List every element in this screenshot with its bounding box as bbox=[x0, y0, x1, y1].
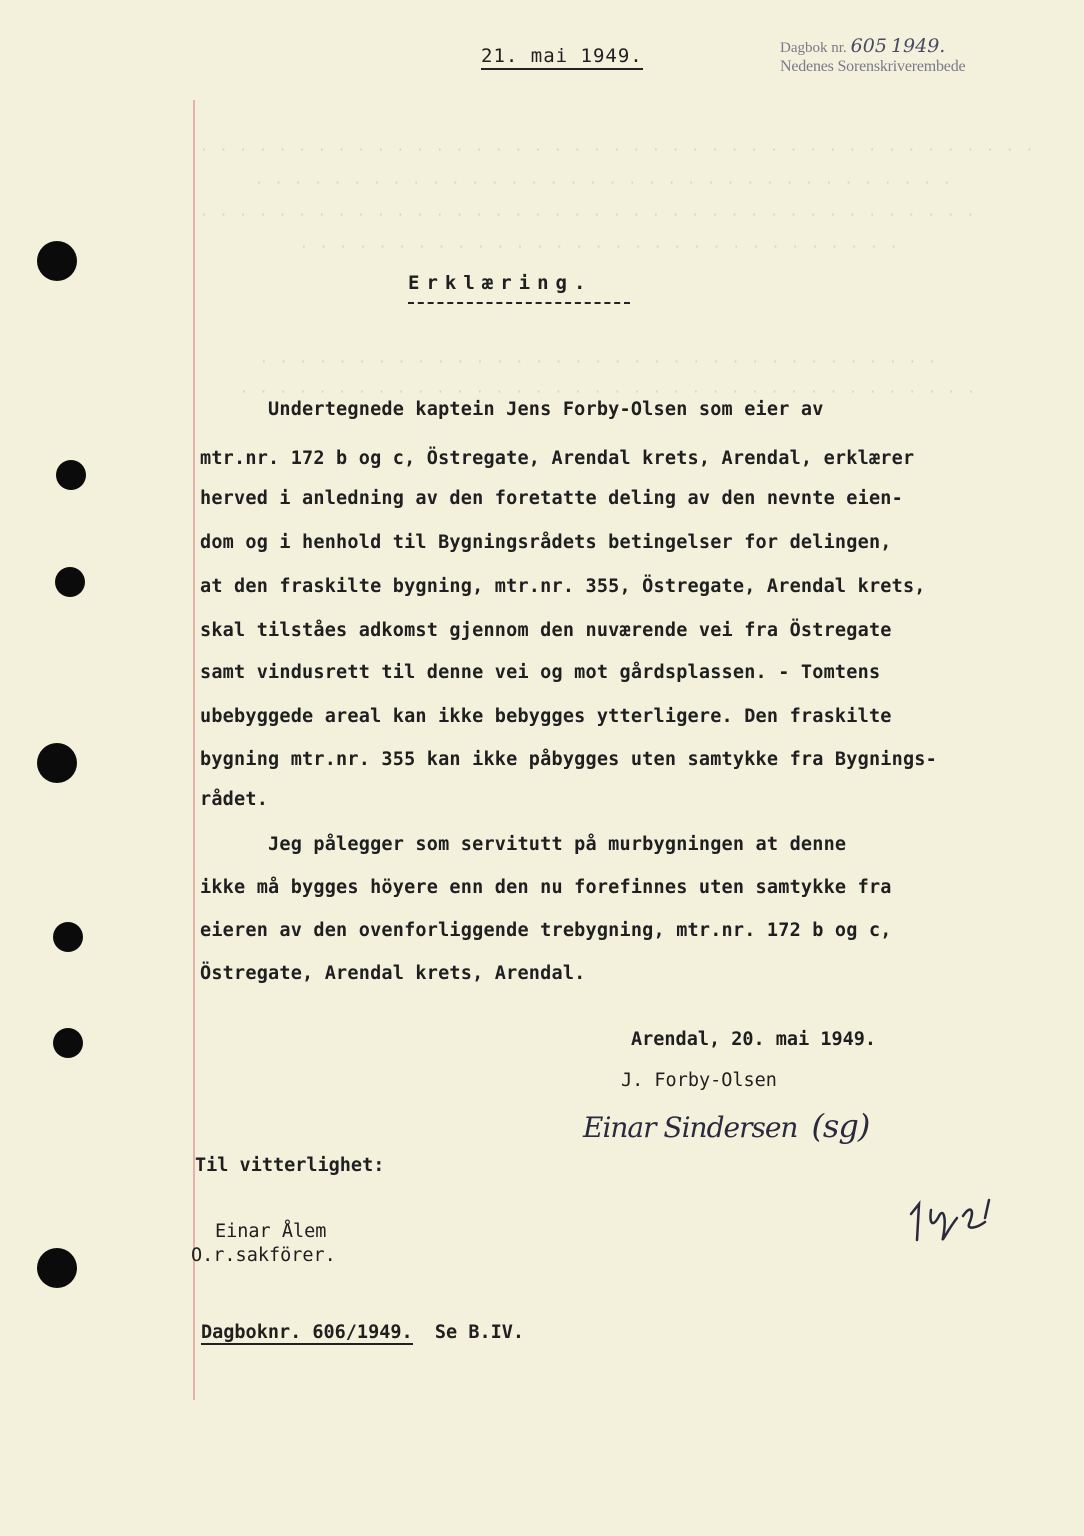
bleed-through-text: · · · · · · · · · · · · · · · · · · · · · · · · · · · · · · · bbox=[300, 240, 900, 255]
stamp-prefix: Dagbok nr. bbox=[780, 40, 847, 56]
body-line: Östregate, Arendal krets, Arendal. bbox=[200, 963, 586, 984]
witness-heading: Til vitterlighet: bbox=[195, 1155, 385, 1176]
punch-hole bbox=[56, 460, 86, 490]
stamp-year: 1949. bbox=[890, 35, 946, 57]
title-underline bbox=[408, 302, 630, 304]
signature-typed-name: J. Forby-Olsen bbox=[621, 1070, 777, 1091]
reference-number: Dagboknr. 606/1949. bbox=[201, 1322, 413, 1343]
reference-see: Se B.IV. bbox=[434, 1322, 525, 1343]
handwritten-signature bbox=[583, 1107, 869, 1145]
punch-hole bbox=[37, 241, 77, 281]
body-line: skal tilståes adkomst gjennom den nuværende vei fra Östregate bbox=[200, 620, 892, 641]
bleed-through-text: · · · · · · · · · · · · · · · · · · · · · · · · · · · · · · · · · · · bbox=[260, 355, 939, 370]
stamp-number: 605 bbox=[850, 35, 887, 57]
signature-scrawl: Einar Sindersen bbox=[583, 1111, 798, 1144]
office-stamp bbox=[780, 37, 1050, 77]
body-line: rådet. bbox=[200, 789, 269, 810]
body-line: Jeg pålegger som servitutt på murbygningen at denne bbox=[200, 834, 847, 855]
punch-hole bbox=[53, 1028, 83, 1058]
handwritten-initials bbox=[905, 1194, 1000, 1246]
body-line: samt vindusrett til denne vei og mot gårdsplassen. - Tomtens bbox=[200, 662, 881, 683]
body-line: Undertegnede kaptein Jens Forby-Olsen som eier av bbox=[200, 399, 824, 420]
punch-hole bbox=[53, 922, 83, 952]
punch-hole bbox=[55, 567, 85, 597]
body-line: eieren av den ovenforliggende trebygning, mtr.nr. 172 b og c, bbox=[200, 920, 892, 941]
body-line: at den fraskilte bygning, mtr.nr. 355, Östregate, Arendal krets, bbox=[200, 576, 926, 597]
document-date: 21. mai 1949. bbox=[481, 45, 643, 70]
body-line: ikke må bygges höyere enn den nu forefinnes uten samtykke fra bbox=[200, 877, 892, 898]
body-line: dom og i henhold til Bygningsrådets betingelser for delingen, bbox=[200, 532, 892, 553]
bleed-through-text: · · · · · · · · · · · · · · · · · · · · · · · · · · · · · · · · · · · · bbox=[255, 176, 953, 191]
stamp-journal-line bbox=[780, 37, 1050, 57]
body-line: bygning mtr.nr. 355 kan ikke påbygges uten samtykke fra Bygnings- bbox=[200, 749, 937, 770]
witness-title: O.r.sakförer. bbox=[191, 1245, 336, 1266]
reference-line bbox=[201, 1322, 524, 1343]
signature-suffix: (sg) bbox=[811, 1107, 870, 1145]
margin-rule bbox=[193, 100, 195, 1400]
body-line: ubebyggede areal kan ikke bebygges ytterligere. Den fraskilte bbox=[200, 706, 892, 727]
stamp-office: Nedenes Sorenskriverembede bbox=[780, 58, 966, 75]
witness-name: Einar Ålem bbox=[215, 1221, 327, 1242]
bleed-through-text: · · · · · · · · · · · · · · · · · · · · · · · · · · · · · · · · · · · · · · · · bbox=[200, 208, 977, 223]
bleed-through-text: · · · · · · · · · · · · · · · · · · · · · · · · · · · · · · · · · · · · · · bbox=[240, 385, 977, 400]
bleed-through-text: · · · · · · · · · · · · · · · · · · · · · · · · · · · · · · · · · · · · · · · · · · · bbox=[200, 143, 1036, 158]
body-line: mtr.nr. 172 b og c, Östregate, Arendal krets, Arendal, erklærer bbox=[200, 448, 915, 469]
signature-place-date: Arendal, 20. mai 1949. bbox=[631, 1029, 877, 1050]
punch-hole bbox=[37, 743, 77, 783]
punch-hole bbox=[37, 1248, 77, 1288]
document-title: Erklæring. bbox=[408, 272, 593, 294]
body-line: herved i anledning av den foretatte deling av den nevnte eien- bbox=[200, 488, 903, 509]
